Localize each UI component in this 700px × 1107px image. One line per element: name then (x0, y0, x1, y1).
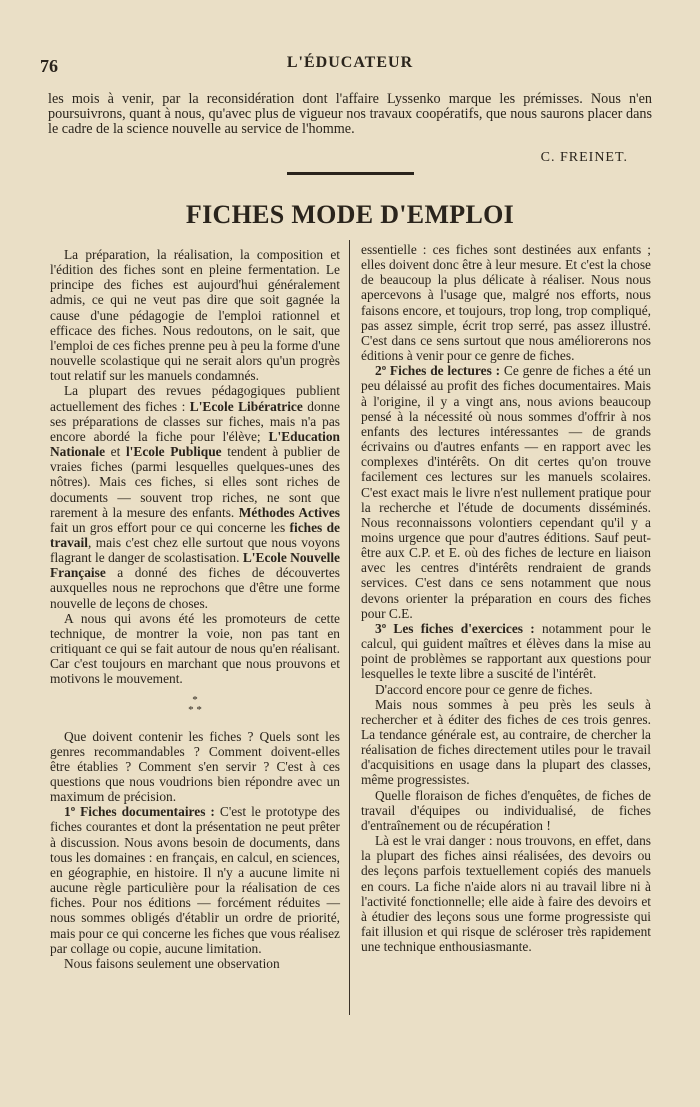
signature: C. FREINET. (540, 150, 628, 165)
emphasis: fiches de travail (50, 519, 340, 550)
paragraph: A nous qui avons été les promoteurs de cette technique, de montrer la voie, non pas tant en critiquant ce qui se fait autour de nous qu'en réalisant. Car c'est toujours en marchant que nous prouvons et motivons le mouvement. (50, 610, 340, 687)
asterism-top: * (192, 693, 198, 706)
text-run: Ce genre de fiches a été un peu délaissé au profit des fiches documentaires. Mais à l'origine, il y a vingt ans, nous avions beaucoup pensé à la nécessité où nous sommes d'offrir à nos enfants des lectures intéressantes — de grands écrivains ou d'autres enfants — en rapport avec les complexes d'intérêts. On dit certes qu'on trouve facilement ces lectures sur les manuels scolaires. C'est exact mais le livre n'est nullement pratique pour la recherche et l'étude de documents disséminés. Nous reconnaissons volontiers cependant qu'il y a moins urgence que pour d'autres éditions. Sauf peut-être aux C.P. et E. où des fiches de lecture en liaison avec les centres d'intérêts rendraient de grands services. C'est dans ce sens notamment que nous devons orienter la préparation en cours des fiches pour C.E. (361, 363, 651, 621)
text-run: , mais c'est chez elle surtout que nous voyons flagrant le danger de scolastisation. (50, 534, 340, 566)
text-run: donne ses préparations de classes sur fiches, mais n'a pas encore abordé la fiche pour l'élève; (50, 398, 340, 444)
paragraph: La préparation, la réalisation, la composition et l'édition des fiches sont en pleine fermentation. Le principe des fiches est aujourd'hui généralement admis, ce qui ne veut pas dire que soit gagnée la cause d'une pédagogie de l'emploi rationnel et efficace des fiches. Nous redoutons, on le sait, que l'emploi de ces fiches prenne peu à peu la forme d'une nouvelle scolastique qui ne serait alors qu'un progrès tout relatif sur les manuels condamnés. (50, 247, 340, 384)
text-run: La plupart des revues pédagogiques publient actuellement des fiches : (50, 383, 340, 414)
paragraph (361, 621, 651, 682)
text-run: C'est le prototype des fiches courantes et dont la présentation ne peut prêter à discussion. Nous avons besoin de documents, dans tous les domaines : en français, en calcul, en sciences, en géographie, en histoire. Il n'y a aucune limite ni aucune règle particulière pour la réalisation de ces fiches. Pour nos éditions — forcément réduites — nous sommes obligés d'établir un ordre de priorité, mais pour ce qui concerne les fiches que vous réalisez par collage ou copie, aucune limitation. (50, 804, 340, 956)
running-head: L'ÉDUCATEUR (286, 54, 414, 71)
section-rule (287, 172, 414, 175)
text-run: notamment pour le calcul, qui guident maîtres et élèves dans la mise au point de problèmes se rapportant aux questions pour lesquelles le texte libre a suscité de l'intérêt. (361, 620, 651, 682)
intro-paragraph-block (48, 92, 652, 138)
journal-name: L'Ecole Nouvelle Française (50, 550, 340, 581)
journal-name: L'Education Nationale (50, 428, 340, 460)
section-heading: 2º Fiches de lectures : (375, 363, 501, 379)
paragraph (361, 363, 651, 621)
article-title: FICHES MODE D'EMPLOI (185, 200, 515, 229)
text-run: et (105, 444, 126, 460)
intro-paragraph: les mois à venir, par la reconsidération dont l'affaire Lyssenko marque les prémisses. Nous n'en poursuivrons, quant à nous, qu'avec plus de vigueur nos travaux coopératifs, que nous saurons placer dans le cadre de la science nouvelle au service de l'homme. (48, 91, 652, 138)
paragraph: D'accord encore pour ce genre de fiches. (375, 681, 593, 697)
paragraph: Que doivent contenir les fiches ? Quels sont les genres recommandables ? Comment doivent-elles être établies ? Comment s'en servir ? C'est à ces questions que nous voudrions bien répondre avec un maximum de précision. (50, 728, 340, 805)
journal-name: Méthodes Actives (238, 504, 340, 520)
paragraph: Nous faisons seulement une observation (64, 955, 280, 971)
paragraph: essentielle : ces fiches sont destinées aux enfants ; elles doivent donc être à leur mesure. Et c'est la chose de beaucoup la plus délicate à réaliser. Nous nous apercevons à l'usage que, malgré nos efforts, nous faisons encore, et toujours, trop long, trop compliqué, pas assez simple, écrit trop serré, pas assez illustré. C'est dans ce sens surtout que nous améliorerons nos éditions à venir pour ce genre de fiches. (361, 242, 651, 364)
paragraph (50, 383, 340, 610)
section-heading: 1º Fiches documentaires : (64, 804, 215, 820)
paragraph (50, 804, 340, 956)
paragraph: Quelle floraison de fiches d'enquêtes, de fiches de travail d'équipes ou individualisé, de fiches d'entraînement ou de récupération ! (361, 787, 651, 833)
journal-name: L'Ecole Libératrice (189, 398, 303, 414)
text-run: tendent à publier de vraies fiches (parmi lesquelles quelques-unes des nôtres). Mais ces fiches, si elles sont riches de documents — souvent trop riches, ne sont que rarement à la mesure des enfants. (50, 444, 341, 520)
text-run: a donné des fiches de découvertes auxquelles nous ne reprochons que d'être une forme nouvelle de leçons de choses. (50, 565, 340, 611)
page-number: 76 (40, 56, 58, 76)
text-run: fait un gros effort pour ce qui concerne les (50, 519, 290, 535)
column-divider (349, 240, 350, 1015)
paragraph: Mais nous sommes à peu près les seuls à rechercher et à éditer des fiches de ces trois genres. La tendance générale est, au contraire, de chercher la réalisation de fiches directement utiles pour le travail d'acquisitions en usage dans la plupart des classes, même progressistes. (361, 696, 651, 788)
paragraph: Là est le vrai danger : nous trouvons, en effet, dans la plupart des fiches ainsi réalisées, des devoirs ou des leçons parfois textuellement copiés des manuels en cours. La fiche n'aide alors ni au travail libre ni à l'activité fonctionnelle; elle aide à faire des devoirs et à étudier des leçons sous une forme progressiste qui fait illusion et qui risque de scléroser très rapidement une technique enthousiasmante. (361, 833, 651, 955)
section-heading: 3º Les fiches d'exercices : (375, 620, 535, 636)
asterism (50, 695, 340, 715)
left-column (50, 247, 340, 971)
journal-name: l'Ecole Publique (125, 444, 222, 460)
asterism-bottom: * * (188, 703, 202, 716)
right-column (361, 242, 651, 954)
